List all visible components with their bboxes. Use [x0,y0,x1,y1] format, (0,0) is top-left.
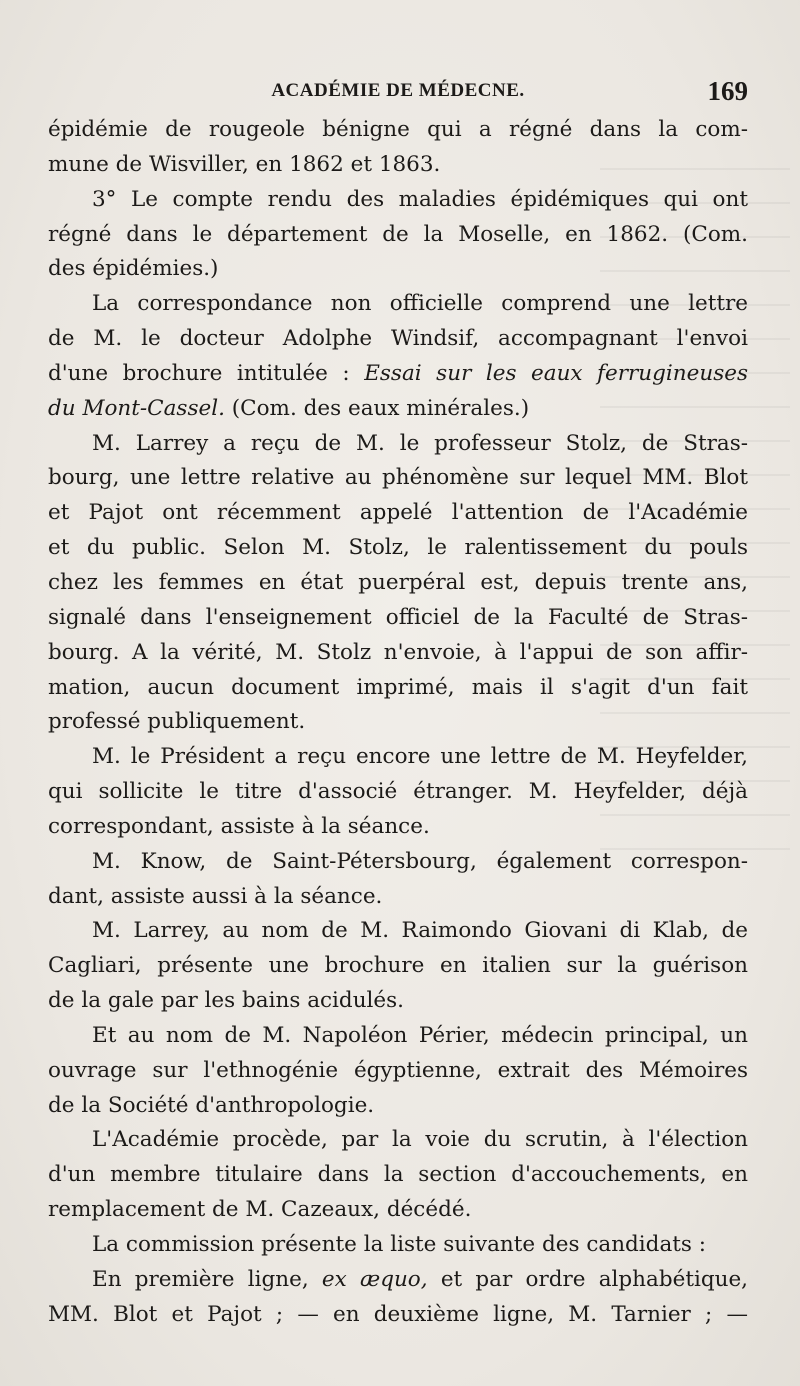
text-span: Cagliari, présente une brochure en italien sur la guérison [48,953,748,979]
text-line [48,496,748,531]
text-line [48,531,748,566]
text-span: correspondant, assiste à la séance. [48,813,430,839]
text-span: épidémie de rougeole bénigne qui a régné dans la com- [48,117,748,142]
text-span: mation, aucun document imprimé, mais il s'agit d'un fait [48,674,748,700]
text-span: et du public. Selon M. Stolz, le ralentissement du pouls [48,535,748,561]
text-line [48,1054,748,1089]
text-line [48,1298,748,1333]
text-span: et par ordre alphabétique, [427,1266,748,1292]
text-line [48,636,748,671]
text-span: régné dans le département de la Moselle, en 1862. (Com. [48,221,748,247]
text-span: chez les femmes en état puerpéral est, depuis trente ans, [48,569,748,595]
text-line [48,357,748,392]
text-span: M. Larrey, au nom de M. Raimondo Giovani di Klab, de [92,918,748,944]
body-text [48,113,748,1333]
text-span: M. Know, de Saint-Pétersbourg, également correspon- [92,848,748,874]
page-number: 169 [707,76,748,106]
text-span: des épidémies.) [48,256,219,282]
text-line [48,1263,748,1298]
text-span: La commission présente la liste suivante des candidats : [92,1232,707,1257]
text-line [48,461,748,496]
text-line [48,287,748,322]
text-span: et Pajot ont récemment appelé l'attention de l'Académie [48,500,748,526]
text-line [48,392,748,427]
text-line [48,601,748,636]
text-span: d'une brochure intitulée : [48,360,365,386]
text-line [48,775,748,810]
text-line [48,1193,748,1228]
text-span: de la Société d'anthropologie. [48,1092,375,1118]
italic-text: du Mont-Cassel. [48,395,225,421]
text-span: 3° Le compte rendu des maladies épidémiques qui ont [92,186,748,212]
text-line [48,1123,748,1158]
italic-text: Essai sur les eaux ferrugineuses [364,360,748,386]
running-title: ACADÉMIE DE MÉDECNE. [271,80,525,101]
text-line [48,949,748,984]
text-span: L'Académie procède, par la voie du scrutin, à l'élection [92,1127,748,1153]
text-span: dant, assiste aussi à la séance. [48,883,383,909]
text-span: La correspondance non officielle comprend une lettre [92,291,748,317]
text-span: M. le Président a reçu encore une lettre de M. Heyfelder, [92,744,748,770]
text-span: de la gale par les bains acidulés. [48,988,405,1014]
text-span: bourg. A la vérité, M. Stolz n'envoie, à l'appui de son affir- [48,639,748,665]
text-line [48,705,748,740]
text-line [48,880,748,915]
text-line [48,113,748,148]
text-span: de M. le docteur Adolphe Windsif, accompagnant l'envoi [48,326,748,352]
text-line [48,322,748,357]
text-span: remplacement de M. Cazeaux, décédé. [48,1197,472,1223]
text-span: M. Larrey a reçu de M. le professeur Stolz, de Stras- [92,430,748,456]
text-line [48,984,748,1019]
text-line [48,1089,748,1124]
text-span: bourg, une lettre relative au phénomène sur lequel MM. Blot [48,465,748,491]
text-span: professé publiquement. [48,709,306,735]
text-span: ouvrage sur l'ethnogénie égyptienne, extrait des Mémoires [48,1057,748,1083]
text-line [48,427,748,462]
text-line [48,148,748,183]
text-span: MM. Blot et Pajot ; — en deuxième ligne, M. Tarnier ; — [48,1301,748,1327]
text-line [48,740,748,775]
text-line [48,845,748,880]
text-span: signalé dans l'enseignement officiel de la Faculté de Stras- [48,604,748,630]
text-span: mune de Wisviller, en 1862 et 1863. [48,151,441,177]
text-span: d'un membre titulaire dans la section d'accouchements, en [48,1162,748,1188]
text-line [48,810,748,845]
text-span: (Com. des eaux minérales.) [224,395,530,421]
text-line [48,671,748,706]
italic-text: ex æquo, [321,1266,428,1292]
page-header [48,76,748,110]
text-line [48,1228,748,1263]
text-span: En première ligne, [92,1266,322,1292]
text-line [48,1019,748,1054]
text-span: Et au nom de M. Napoléon Périer, médecin principal, un [92,1022,748,1048]
text-line [48,183,748,218]
text-line [48,566,748,601]
text-span: qui sollicite le titre d'associé étranger. M. Heyfelder, déjà [48,779,748,805]
text-line [48,1158,748,1193]
text-line [48,252,748,287]
text-line [48,218,748,253]
text-line [48,914,748,949]
